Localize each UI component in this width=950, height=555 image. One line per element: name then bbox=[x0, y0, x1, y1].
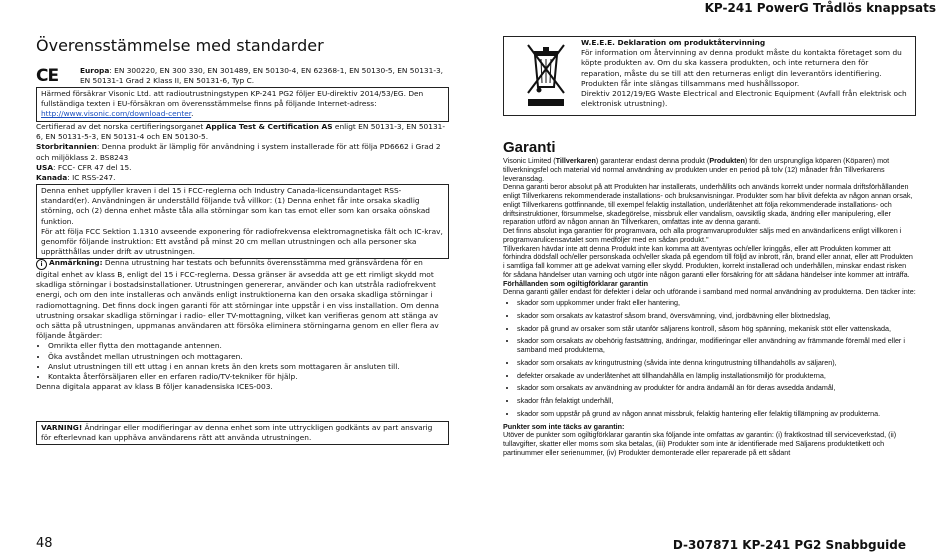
crossed-out-bin-icon bbox=[524, 41, 570, 111]
list-item: • defekter orsakade av underlåtenhet att tillhandahålla en lämplig installationsmiljö för produkterna, bbox=[517, 372, 916, 381]
ices-text: Denna digitala apparat av klass B följer kanadensiska ICES-003. bbox=[36, 382, 273, 392]
garanti-heading: Garanti bbox=[503, 139, 556, 156]
info-icon: i bbox=[36, 259, 47, 270]
remedy-list bbox=[36, 341, 448, 382]
list-item: • skador som orsakats av kringutrustning (såvida inte denna kringutrustning tillhandahölls av säljaren), bbox=[517, 359, 916, 368]
europa-text bbox=[80, 66, 446, 86]
list-item: • Anslut utrustningen till ett uttag i en annan krets än den krets som mottagaren är ansluten till. bbox=[48, 362, 448, 372]
download-center-link[interactable]: http://www.visonic.com/download-center bbox=[41, 109, 192, 119]
warranty-intro: Visonic Limited (Tillverkaren) garanterar endast denna produkt (Produkten) för den ursprungliga köparen (Köparen) mot tillverkningsfel och material vid normal användning av produkten under en period på tolv (12) månader från Tillverkarens leveransdag. bbox=[503, 156, 890, 183]
list-item: • skador som orsakats av katastrof såsom brand, översvämning, vind, jordbävning eller blixtnedslag, bbox=[517, 312, 916, 321]
void-conditions-heading: Förhållanden som ogiltigförklarar garantin bbox=[503, 278, 648, 288]
list-item: • skador från felaktigt underhåll, bbox=[517, 397, 916, 406]
europa-label: Europa bbox=[80, 66, 110, 75]
void-conditions-intro: Denna garanti gäller endast för defekter i delar och utförande i samband med normal användning av produkterna. Den täcker inte: bbox=[503, 287, 916, 297]
note-section bbox=[36, 258, 448, 392]
certification-section: Certifierad av det norska certifieringsorganet Applica Test & Certification AS enligt EN 50131-3, EN 50131-6, EN 50131-5-3, EN 50131-4 och EN 50130-5. Storbritannien: Denna produkt är lämplig för användning i system installerade för att följa PD6662 i Grad 2 och miljöklass 2. BS8243 USA: FCC- CFR 47 del 15. Kanada: IC RSS-247. bbox=[36, 122, 446, 183]
warning-box bbox=[36, 421, 449, 445]
list-item: • Öka avståndet mellan utrustningen och mottagaren. bbox=[48, 352, 448, 362]
list-item: • skador som uppkommer under frakt eller hantering, bbox=[517, 299, 916, 308]
standards-heading: Överensstämmelse med standarder bbox=[36, 36, 324, 55]
fcc-compliance-box bbox=[36, 184, 449, 259]
weee-directive: Direktiv 2012/19/EG Waste Electrical and Electronic Equipment (Avfall från elektrisk och elektronisk utrustning). bbox=[581, 89, 907, 109]
ce-mark-icon: CE bbox=[36, 66, 59, 86]
software-warranty: Det finns absolut inga garantier för programvara, och alla programvaruprodukter säljs med en användarlicens enligt villkoren i programvarulicensavtalet som medföljer med en sådan produkt." bbox=[503, 226, 902, 244]
note-text: Denna utrustning har testats och befunnits överensstämma med gränsvärdena för en digital enhet av klass B, enligt del 15 i FCC-reglerna. Dessa gränser är avsedda att ge ett rimligt skydd mot skadliga störningar i bostadsinstallationer. Utrustningen genererar, använder och kan utstråla radiofrekvent energi, och om den inte installeras och används enligt instruktionerna kan den orsaka skadliga störningar i radiomottagning. Det finns dock ingen garanti för att störningar inte uppstår i en viss installation. Om denna utrustning orsakar skadliga störningar i radio- eller TV-mottagning, vilket kan verifieras genom att stänga av och sätta på utrustningen, uppmanas användaren att försöka eliminera störningarna genom en eller flera av följande åtgärder: bbox=[36, 258, 439, 341]
header-title: KP-241 PowerG Trådlös knappsats bbox=[704, 1, 936, 15]
list-item: • skador som uppstår på grund av någon annat missbruk, felaktig hantering eller felaktig tillämpning av produkterna. bbox=[517, 410, 916, 419]
product-term: Produkten bbox=[709, 156, 745, 165]
weee-box bbox=[503, 36, 916, 116]
warranty-disclaimer: Tillverkaren hävdar inte att denna Produkt inte kan komma att äventyras och/eller kringgås, eller att Produkten kommer att förhindra dödsfall och/eller personskada och/eller skada på egendom till följd av inbrott, rån, brand eller annat, eller att Produkten i samtliga fall kommer att ge adekvat varning eller skydd. Produkten, korrekt installerad och underhållen, minskar endast risken för sådana händelser utan varning och utgör inte någon garanti eller försäkring för att sådana händelser inte kommer att inträffa. bbox=[503, 243, 913, 279]
list-item: • Kontakta återförsäljaren eller en erfaren radio/TV-tekniker för hjälp. bbox=[48, 372, 448, 382]
not-covered-text: Utöver de punkter som ogiltigförklarar garantin ska följande inte omfattas av garantin: (i) fraktkostnad till serviceverkstad, (ii) tullavgifter, skatter eller moms som ska betalas, (iii) Produkter som inte är identifierade med Säljarens produktetikett och partinummer eller serienummer, (iv) Produkter demonterade eller reparerade på ett sådant bbox=[503, 430, 897, 457]
europa-standards: : EN 300220, EN 300 330, EN 301489, EN 50130-4, EN 62368-1, EN 50130-5, EN 50131-3, EN 50131-1 Grad 2 Klass II, EN 50131-6, Typ C. bbox=[80, 66, 444, 86]
warranty-body bbox=[503, 157, 916, 458]
usa-label: USA bbox=[36, 162, 54, 172]
list-item: • Omrikta eller flytta den mottagande antennen. bbox=[48, 341, 448, 351]
manufacturer-term: Tillverkaren bbox=[555, 156, 596, 165]
fcc-exposure-text: För att följa FCC Sektion 1.1310 avseende exponering för radiofrekvensa elektromagnetiska fält och IC-krav, genomför följande instruktion: Ett avstånd på minst 20 cm mellan utrustningen och alla personer ska upprätthållas under drift av utrustningen. bbox=[41, 226, 443, 257]
warranty-conditions: Denna garanti beror absolut på att Produkten har installerats, underhållits och används korrekt under normala driftsförhållanden enligt Tillverkarens rekommenderade installations- och bruksanvisningar. Produkter som har blivit defekta av någon annan orsak, enligt Tillverkarens gottfinnande, till exempel felaktig installation, underlåtenhet att följa rekommenderade installations- och driftsinstruktioner, försummelse, skadegörelse, missbruk eller vandalism, oavsiktlig skada, ändring eller manipulering, eller reparation utförd av någon annan än Tillverkaren, omfattas inte av denna garanti. bbox=[503, 182, 913, 227]
warning-text: Ändringar eller modifieringar av denna enhet som inte uttryckligen godkänts av part ansvarig för efterlevnad kan upphäva användarens rätt att använda utrustningen. bbox=[41, 423, 433, 443]
weee-content bbox=[581, 38, 911, 109]
void-conditions-list bbox=[503, 299, 916, 419]
not-covered-heading: Punkter som inte täcks av garantin: bbox=[503, 421, 625, 431]
page-number: 48 bbox=[36, 536, 53, 551]
red-declaration-text: Härmed försäkrar Visonic Ltd. att radioutrustningstypen KP-241 PG2 följer EU-direktiv 2014/53/EG. Den fullständiga texten i EU-försäkran om överensstämmelse finns på följande Internet-adress: bbox=[41, 89, 424, 109]
note-label: Anmärkning: bbox=[49, 258, 103, 267]
red-declaration-box: Härmed försäkrar Visonic Ltd. att radioutrustningstypen KP-241 PG2 följer EU-direktiv 2014/53/EG. Den fullständiga texten i EU-försäkran om överensstämmelse finns på följande Internet-adress: http://www.visonic.com/download-center. bbox=[36, 87, 449, 122]
footer-doc-title: D-307871 KP-241 PG2 Snabbguide bbox=[672, 538, 906, 552]
fcc-conditions-text: Denna enhet uppfyller kraven i del 15 i FCC-reglerna och Industry Canada-licensundantaget RSS-standard(er). Användningen är underställd följande två villkor: (1) Denna enhet får inte orsaka skadlig störning, och (2) denna enhet måste tåla alla störningar som kan tas emot eller som kan orsaka oönskad funktion. bbox=[41, 186, 430, 226]
certifier-name: Applica Test & Certification AS bbox=[205, 122, 333, 131]
canada-label: Kanada bbox=[36, 173, 68, 183]
list-item: • skador som orsakats av användning av produkter för andra ändamål än för deras avsedda ändamål, bbox=[517, 384, 916, 393]
list-item: • skador på grund av orsaker som står utanför säljarens kontroll, såsom hög spänning, mekanisk stöt eller vattenskada, bbox=[517, 325, 916, 334]
warning-label: VARNING! bbox=[41, 423, 83, 432]
uk-label: Storbritannien bbox=[36, 142, 97, 152]
weee-heading: W.E.E.E. Deklaration om produktåtervinning bbox=[581, 38, 766, 47]
weee-text: För information om återvinning av denna produkt måste du kontakta företaget som du köpte produkten av. Om du ska kassera produkten, och inte returnera den för reparation, måste du se till att den returneras enligt din leverantörs identifiering. Produkten får inte slängas tillsammans med hushållssopor. bbox=[581, 48, 902, 88]
list-item: • skador som orsakats av obehörig fastsättning, ändringar, modifieringar eller användning av främmande föremål med eller i samband med produkterna, bbox=[517, 337, 916, 355]
